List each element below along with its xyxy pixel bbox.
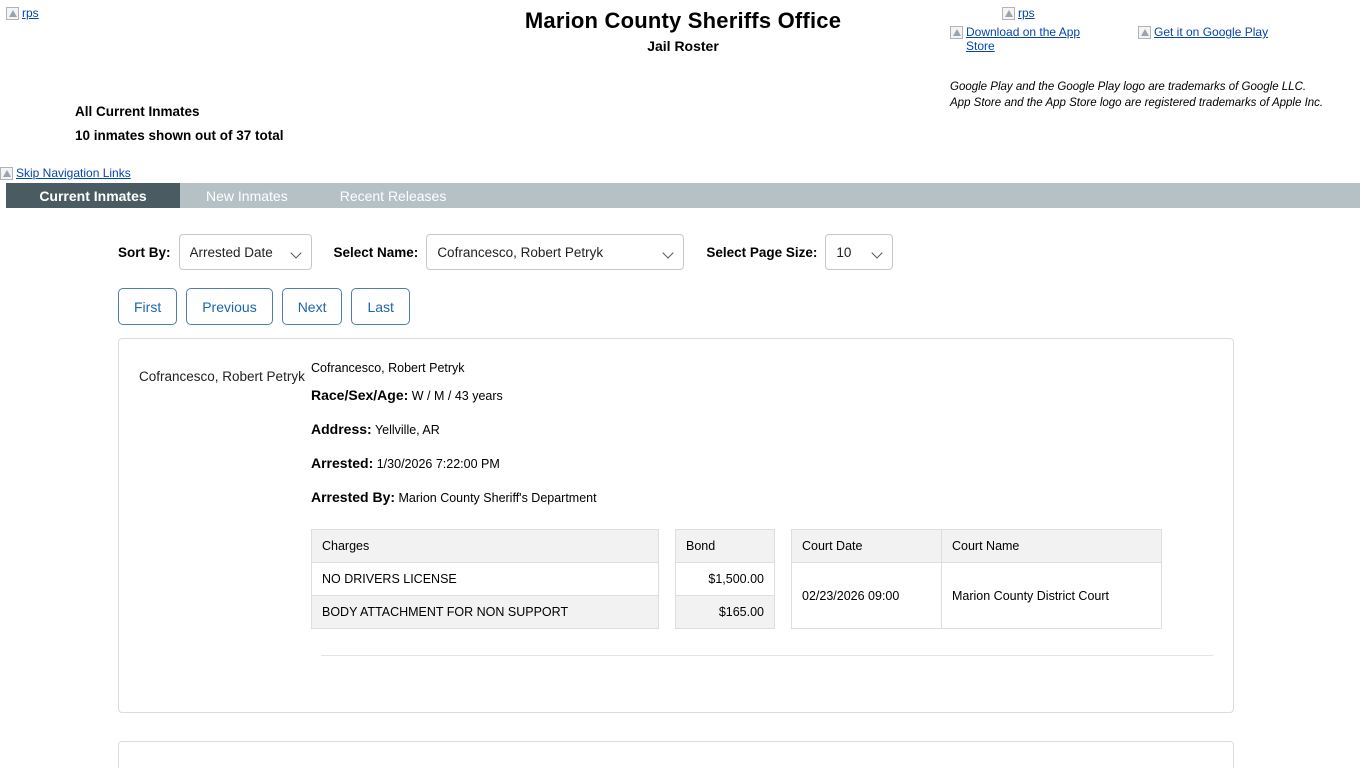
charges-table <box>311 529 659 629</box>
court-date-cell: 02/23/2026 09:00 <box>792 563 942 629</box>
store-rps-alt-text: rps <box>1018 6 1035 20</box>
store-legal-line-2: App Store and the App Store logo are registered trademarks of Apple Inc. <box>950 97 1324 109</box>
inmate-tables <box>311 529 1213 629</box>
charge-cell: NO DRIVERS LICENSE <box>312 563 659 596</box>
inmate-arrested <box>311 455 1213 471</box>
roster-summary-line-1: All Current Inmates <box>75 104 200 119</box>
google-play-badge-alt-text: Get it on Google Play <box>1154 25 1269 39</box>
table-row <box>676 563 775 596</box>
store-rps-image[interactable] <box>1002 6 1035 20</box>
bond-cell: $1,500.00 <box>676 563 775 596</box>
select-name-label: Select Name: <box>333 244 419 260</box>
previous-page-button[interactable]: Previous <box>186 288 272 325</box>
address-value: Yellville, AR <box>374 423 440 437</box>
tab-new-inmates[interactable]: New Inmates <box>206 187 288 204</box>
bond-cell: $165.00 <box>676 596 775 629</box>
skip-navigation-label: Skip Navigation Links <box>16 166 131 180</box>
page-size-select-wrap <box>825 234 893 270</box>
broken-image-icon <box>0 167 13 180</box>
roster-summary <box>75 100 284 148</box>
court-name-header: Court Name <box>942 530 1162 563</box>
site-logo-image[interactable] <box>6 6 39 20</box>
page-subtitle: Jail Roster <box>647 38 719 54</box>
bond-header: Bond <box>676 530 775 563</box>
charges-header: Charges <box>312 530 659 563</box>
first-page-button[interactable]: First <box>118 288 177 325</box>
app-store-area <box>950 6 1350 111</box>
site-logo-alt-text: rps <box>22 6 39 20</box>
inmate-details <box>307 361 1213 629</box>
court-date-header: Court Date <box>792 530 942 563</box>
court-table <box>791 529 1162 629</box>
sort-by-label: Sort By: <box>118 244 171 260</box>
arrested-value: 1/30/2026 7:22:00 PM <box>376 457 500 471</box>
tab-recent-releases[interactable]: Recent Releases <box>339 187 447 204</box>
roster-summary-line-2: 10 inmates shown out of 37 total <box>75 128 284 143</box>
card-divider <box>321 655 1213 656</box>
table-row <box>312 596 659 629</box>
sort-by-select-wrap <box>179 234 312 270</box>
store-badges <box>950 25 1350 53</box>
inmate-photo <box>135 361 307 629</box>
arrested-by-value: Marion County Sheriff's Department <box>398 491 597 505</box>
broken-image-icon <box>137 756 150 768</box>
filter-controls <box>118 234 893 270</box>
charges-header-row <box>312 530 659 563</box>
store-legal-line-1: Google Play and the Google Play logo are trademarks of Google LLC. <box>950 81 1307 93</box>
skip-navigation-link[interactable] <box>0 166 131 180</box>
table-row <box>312 563 659 596</box>
court-header-row <box>792 530 1162 563</box>
table-row <box>676 596 775 629</box>
inmate-photo-alt-text: Cofrancesco, Robert Petryk <box>139 369 305 384</box>
store-legal-text <box>950 79 1350 111</box>
inmate-photo-broken-image <box>135 365 307 388</box>
select-name-select[interactable] <box>426 234 684 270</box>
page-title: Marion County Sheriffs Office <box>524 8 842 33</box>
inmate-card-next <box>118 741 1234 768</box>
last-page-button[interactable]: Last <box>351 288 409 325</box>
next-page-button[interactable]: Next <box>282 288 343 325</box>
google-play-badge[interactable] <box>1138 25 1268 53</box>
arrested-label: Arrested: <box>311 455 374 471</box>
app-store-badge[interactable] <box>950 25 1100 53</box>
inmate-card <box>118 338 1234 713</box>
select-name-select-wrap <box>426 234 684 270</box>
bond-header-row <box>676 530 775 563</box>
race-sex-age-value: W / M / 43 years <box>411 389 503 403</box>
tab-bar <box>6 183 1360 208</box>
charge-cell: BODY ATTACHMENT FOR NON SUPPORT <box>312 596 659 629</box>
inmate-photo-next <box>119 742 1233 768</box>
bond-table <box>675 529 775 629</box>
page-size-select[interactable] <box>825 234 893 270</box>
pagination-controls <box>118 288 410 325</box>
inmate-race-sex-age <box>311 387 1213 403</box>
app-store-badge-alt-text: Download on the App Store <box>966 25 1081 53</box>
tab-current-inmates[interactable]: Current Inmates <box>6 183 180 208</box>
race-sex-age-label: Race/Sex/Age: <box>311 387 409 403</box>
sort-by-select[interactable] <box>179 234 312 270</box>
inmate-arrested-by <box>311 489 1213 505</box>
address-label: Address: <box>311 421 372 437</box>
broken-image-icon <box>1002 7 1015 20</box>
table-row <box>792 563 1162 629</box>
arrested-by-label: Arrested By: <box>311 489 396 505</box>
inmate-address <box>311 421 1213 437</box>
broken-image-icon <box>1138 26 1151 39</box>
court-name-cell: Marion County District Court <box>942 563 1162 629</box>
page-size-label: Select Page Size: <box>706 244 818 260</box>
inmate-name: Cofrancesco, Robert Petryk <box>311 361 465 375</box>
broken-image-icon <box>6 7 19 20</box>
broken-image-icon <box>950 26 963 39</box>
